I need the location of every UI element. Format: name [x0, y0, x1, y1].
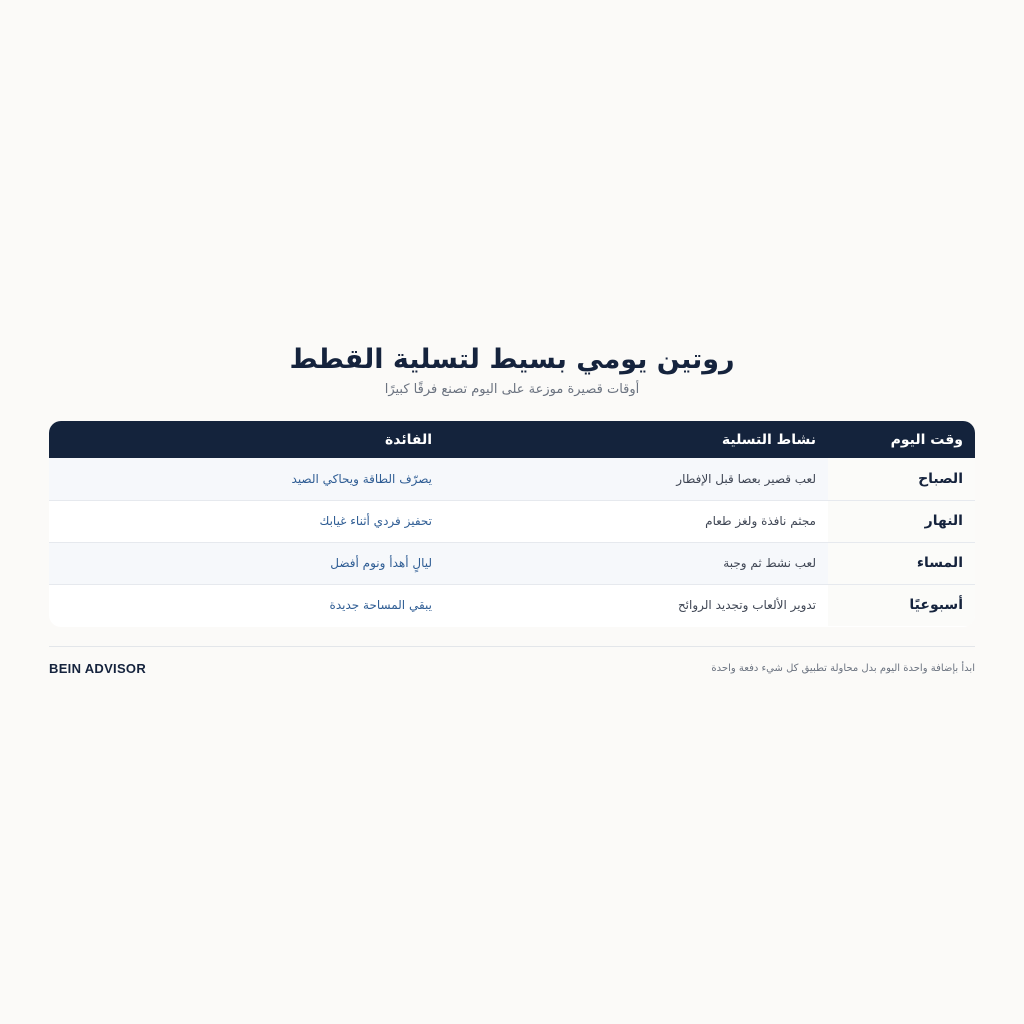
cell-activity: لعب قصير بعصا قبل الإفطار — [444, 458, 828, 500]
table-header-row — [49, 421, 975, 458]
cell-time: المساء — [828, 542, 975, 584]
cell-benefit: يصرّف الطاقة ويحاكي الصيد — [49, 458, 444, 500]
page-title: روتين يومي بسيط لتسلية القطط — [289, 344, 735, 375]
routine-table — [49, 421, 975, 627]
column-header-time: وقت اليوم — [890, 431, 963, 448]
page-subtitle: أوقات قصيرة موزعة على اليوم تصنع فرقًا كبيرًا — [384, 382, 640, 397]
brand-logo-text: BEIN ADVISOR — [49, 661, 147, 676]
cell-benefit: يبقي المساحة جديدة — [329, 598, 432, 613]
cell-time: النهار — [828, 500, 975, 542]
footer-note: ابدأ بإضافة واحدة اليوم بدل محاولة تطبيق كل شيء دفعة واحدة — [711, 663, 975, 674]
cell-benefit: ليالٍ أهدأ ونوم أفضل — [49, 542, 444, 584]
column-header-activity: نشاط التسلية — [721, 431, 816, 448]
cell-activity: تدوير الألعاب وتجديد الروائح — [677, 598, 816, 613]
table-row — [49, 458, 975, 500]
cell-activity: مجثم نافذة ولغز طعام — [705, 514, 816, 528]
table-row — [49, 542, 975, 584]
cell-time: أسبوعيًا — [828, 584, 975, 626]
column-header-benefit: الفائدة — [385, 431, 432, 448]
table-row — [49, 584, 975, 626]
cell-time: الصباح — [828, 458, 975, 500]
cell-activity: لعب نشط ثم وجبة — [444, 542, 828, 584]
table-row — [49, 500, 975, 542]
footer-divider — [49, 646, 975, 647]
cell-benefit: تحفيز فردي أثناء غيابك — [319, 514, 432, 528]
